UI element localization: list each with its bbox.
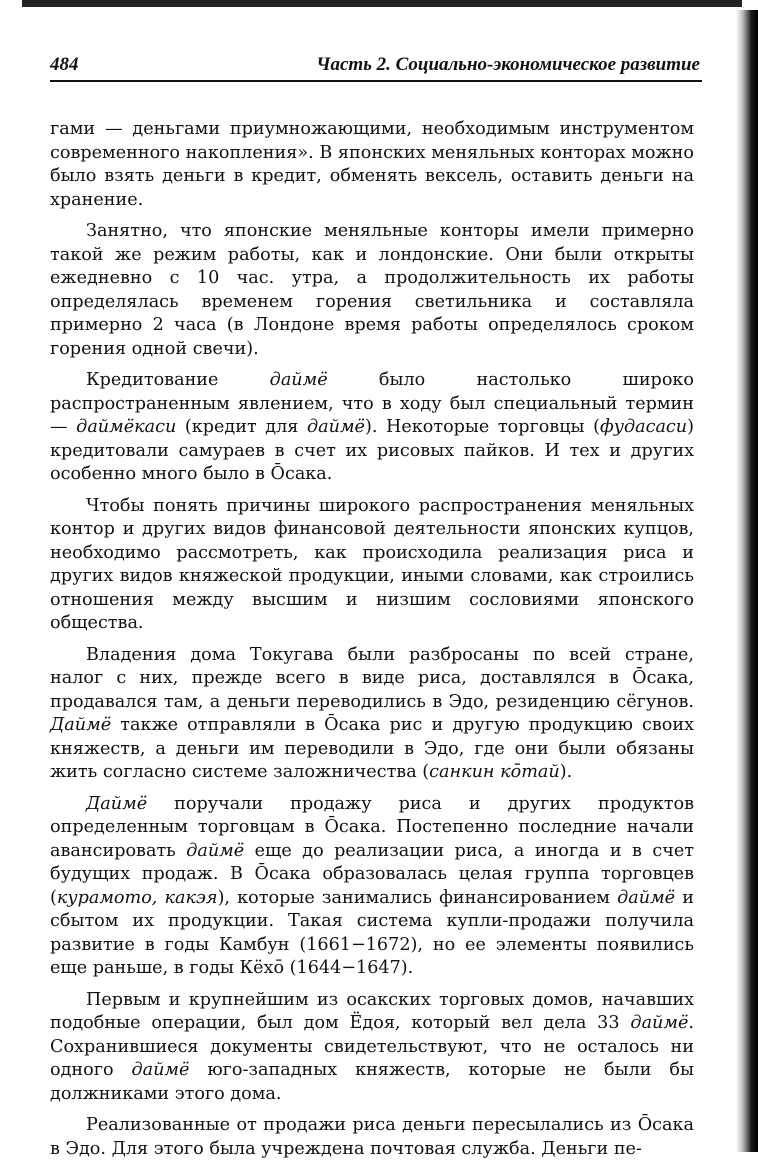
text-run: гами — деньгами приумножающими, необходимым инструментом современного накопления». В японских меняльных конторах можно было взять деньги в кредит, обменять вексель, оставить деньги на хранение. — [50, 119, 694, 210]
paragraph — [50, 989, 694, 1107]
paragraph — [50, 220, 694, 361]
italic-term: санкин кōтай — [429, 762, 560, 782]
text-run: Кредитование — [86, 370, 270, 390]
text-run: (кредит для — [176, 417, 307, 437]
text-run: ). — [559, 762, 573, 782]
text-run: ), которые занимались финансированием — [217, 887, 618, 908]
text-run: ). Некоторые торговцы ( — [364, 417, 600, 437]
italic-term: курамото, какэя — [56, 887, 218, 908]
italic-term: даймё — [617, 887, 676, 908]
text-run: Занятно, что японские меняльные конторы имели примерно такой же режим работы, как и лондонские. Они были открыты ежедневно с 10 час. утра, а продолжительность их работы определялась временем горения светильника и составляла примерно 2 часа (в Лондоне время работы определялось сроком горения одной свечи). — [50, 221, 694, 359]
italic-term: даймё — [269, 370, 328, 390]
text-run: Владения дома Токугава были разбросаны по всей стране, налог с них, прежде всего в виде риса, доставлялся в Ōсака, продавался там, а деньги переводились в Эдо, резиденцию сёгунов. — [50, 644, 694, 712]
paragraph — [50, 118, 694, 212]
italic-term: фудасаси — [599, 417, 688, 437]
body-text — [50, 118, 694, 1169]
text-run: еще до реализации риса, а иногда и в счет будущих продаж. В Ōсака образовалась целая группа торговцев ( — [50, 840, 694, 908]
paragraph — [50, 793, 694, 981]
text-run: Первым и крупнейшим из осакских торговых домов, начавших подобные операции, был дом Ёдоя, который вел дела 33 — [50, 989, 694, 1033]
text-run: Реализованные от продажи риса деньги пересылались из Ōсака в Эдо. Для этого была учреждена почтовая служба. Деньги пе- — [50, 1115, 694, 1159]
italic-term: Даймё — [86, 793, 148, 814]
text-run: было настолько широко распространенным явлением, что в ходу был специальный термин — — [50, 370, 694, 437]
top-scan-rule — [22, 0, 742, 7]
text-run: поручали продажу риса и других продуктов определенным торговцам в Ōсака. Постепенно последние начали авансировать — [50, 793, 694, 861]
italic-term: даймё — [186, 840, 245, 861]
text-run: ) кредитовали самураев в счет их рисовых пайков. И тех и других особенно много было в Ōсака. — [50, 417, 694, 484]
text-run: юго-западных княжеств, которые не были бы должниками этого дома. — [50, 1060, 694, 1104]
page-number: 484 — [50, 54, 79, 75]
italic-term: даймёкаси — [76, 417, 177, 437]
paragraph — [50, 369, 694, 487]
text-run: также отправляли в Ōсака рис и другую продукцию своих княжеств, а деньги им переводили в Эдо, где они были обязаны жить согласно системе заложничества ( — [50, 715, 694, 782]
paragraph — [50, 1114, 694, 1161]
header-rule — [50, 80, 702, 82]
text-run: . Сохранившиеся документы свидетельствуют, что не осталось ни одного — [50, 1013, 694, 1080]
paragraph — [50, 495, 694, 636]
italic-term: даймё — [630, 1013, 689, 1033]
text-run: Чтобы понять причины широкого распространения меняльных контор и других видов финансовой деятельности японских купцов, необходимо рассмотреть, как происходила реализация риса и других видов княжеской продукции, иными словами, как строились отношения между высшим и низшим сословиями японского общества. — [50, 495, 694, 633]
book-spine-shadow — [736, 10, 758, 1152]
running-title: Часть 2. Социально-экономическое развитие — [316, 54, 700, 75]
text-run: и сбытом их продукции. Такая система купли-продажи получила развитие в годы Камбун (1661−1672), но ее элементы появились еще раньше, в годы Кёхō (1644−1647). — [50, 887, 694, 978]
italic-term: даймё — [306, 417, 365, 437]
italic-term: Даймё — [50, 715, 112, 735]
italic-term: даймё — [131, 1060, 190, 1080]
paragraph — [50, 644, 694, 785]
